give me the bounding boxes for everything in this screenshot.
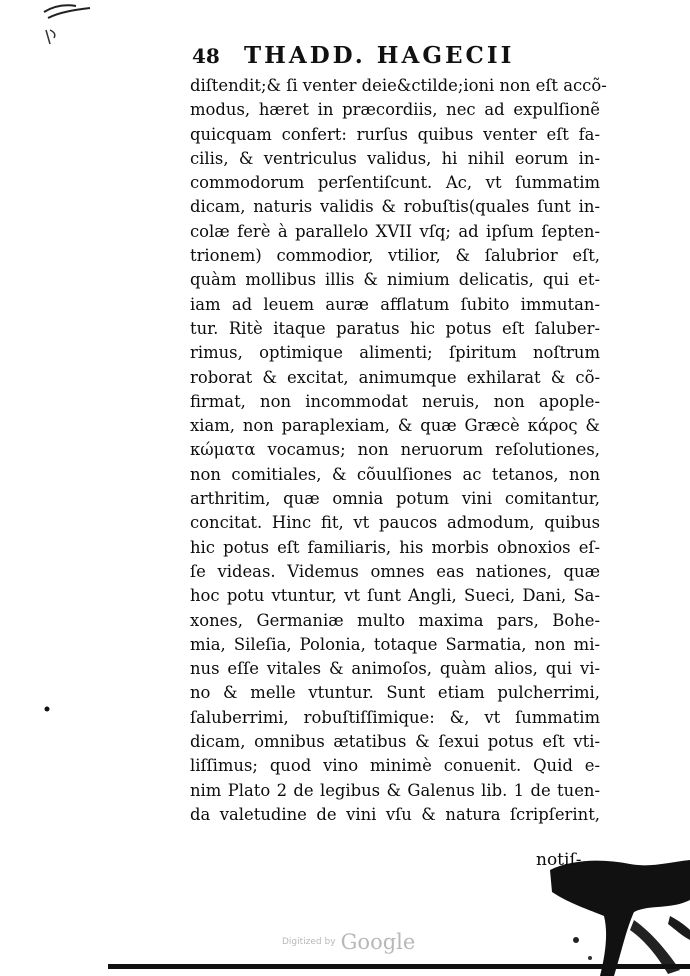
text-line: xiam, non paraplexiam, & quæ Græcè κάρος & [190, 416, 600, 436]
page-edge-rule [108, 964, 690, 969]
text-line: concitat. Hinc fit, vt paucos admodum, quibus [190, 513, 600, 533]
text-line: no & melle vtuntur. Sunt etiam pulcherrimi, [190, 683, 600, 703]
text-line: nus eſſe vitales & animoſos, quàm alios, qui vi- [190, 659, 600, 679]
text-line: colæ ferè à parallelo XVII vſq; ad ipſum ſepten- [190, 221, 600, 241]
text-line: rimus, optimique alimenti; ſpiritum noſtrum [190, 343, 600, 363]
margin-mark-dot [44, 706, 50, 712]
watermark-prefix: Digitized by [282, 937, 336, 947]
digitized-watermark [282, 930, 415, 954]
text-line: xones, Germaniæ multo maxima pars, Bohe- [190, 610, 600, 630]
running-head: THADD. HAGECII [244, 42, 515, 69]
text-line: tur. Ritè itaque paratus hic potus eſt ſaluber- [190, 318, 600, 338]
page-header [192, 40, 602, 74]
text-line: arthritim, quæ omnia potum vini comitantur, [190, 489, 600, 509]
text-line: commodorum perſentiſcunt. Ac, vt ſummatim [190, 173, 600, 193]
body-text [190, 74, 607, 827]
ink-scribble-mark [40, 0, 110, 46]
text-line: trionem) commodior, vtilior, & ſalubrior eſt, [190, 246, 600, 266]
text-line: modus, hæret in præcordiis, nec ad expulſionẽ [190, 100, 600, 120]
text-line: liſſimus; quod vino minimè conuenit. Quid e- [190, 756, 600, 776]
text-line: quàm mollibus illis & nimium delicatis, qui et- [190, 270, 600, 290]
text-line: hic potus eſt familiaris, his morbis obnoxios eſ- [190, 537, 600, 557]
text-line: dicam, naturis validis & robuſtis(quales ſunt in- [190, 197, 600, 217]
text-line: roborat & excitat, animumque exhilarat & cõ- [190, 367, 600, 387]
text-line: κώματα vocamus; non neruorum reſolutiones, [190, 440, 600, 460]
text-line: da valetudine de vini vſu & natura ſcripſerint, [190, 804, 600, 824]
text-line: dicam, omnibus ætatibus & ſexui potus eſt vti- [190, 732, 600, 752]
text-line: mia, Sileſia, Polonia, totaque Sarmatia, non mi- [190, 634, 600, 654]
watermark-brand: Google [340, 930, 416, 954]
text-line: non comitiales, & cõuulſiones ac tetanos, non [190, 464, 600, 484]
text-line: firmat, non incommodat neruis, non apople- [190, 391, 600, 411]
text-line: nim Plato 2 de legibus & Galenus lib. 1 de tuen- [190, 780, 600, 800]
text-line: ſaluberrimi, robuſtiſſimique: &, vt ſummatim [190, 707, 600, 727]
text-line: iam ad leuem auræ afflatum ſubito immutan- [190, 294, 600, 314]
catchword: notiſ- [536, 850, 582, 870]
text-line: diſtendit;& ſi venter deie&ctilde;ioni non eſt accõ- [190, 76, 607, 95]
text-line: cilis, & ventriculus validus, hi nihil eorum in- [190, 148, 600, 168]
page-number: 48 [192, 44, 220, 68]
text-line: quicquam confert: rurſus quibus venter eſt fa- [190, 124, 600, 144]
text-line: ſe videas. Videmus omnes eas nationes, quæ [190, 561, 600, 581]
text-line: hoc potu vtuntur, vt ſunt Angli, Sueci, Dani, Sa- [190, 586, 600, 606]
